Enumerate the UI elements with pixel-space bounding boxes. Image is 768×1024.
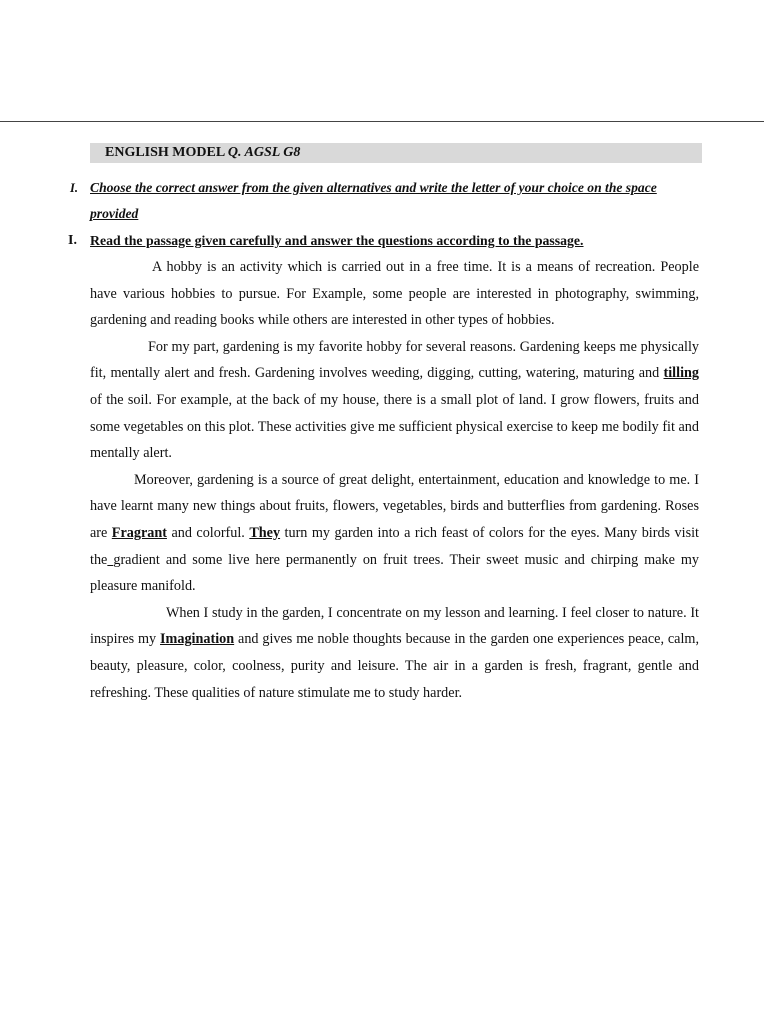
passage-section-number: I.: [68, 233, 77, 248]
exam-title-banner: [90, 143, 702, 163]
paragraph-3-text-a: Moreover, gardening is a source of great delight, entertainment, education and knowledge to me. I have learnt many new things about fruits, flowers, vegetables, birds and butterflies from gardening. Roses are: [90, 471, 699, 541]
reading-passage: [90, 254, 699, 706]
vocab-word-fragrant: Fragrant: [111, 524, 167, 541]
passage-section-heading: [68, 228, 700, 254]
vocab-word-tilling: tilling: [663, 365, 699, 382]
general-instruction: [70, 175, 700, 227]
passage-paragraph-4: [90, 600, 699, 706]
passage-section-title: Read the passage given carefully and answer the questions according to the passage.: [90, 233, 584, 248]
paragraph-3-text-d: gradient and some live here permanently on fruit trees. Their sweet music and chirping make my pleasure manifold.: [90, 551, 700, 595]
passage-paragraph-1: [90, 254, 699, 334]
vocab-word-imagination: Imagination: [160, 631, 235, 648]
paragraph-4-text-b: and gives me noble thoughts because in the garden one experiences peace, calm, beauty, pleasure, color, coolness, purity and leisure. The air in a garden is fresh, fragrant, gentle and refreshing. These qualities of nature stimulate me to study harder.: [90, 631, 699, 701]
paragraph-3-text-b: and colorful.: [166, 524, 250, 541]
passage-paragraph-3: [90, 467, 699, 600]
passage-paragraph-2: [90, 334, 699, 467]
paragraph-3-text-c: turn my garden into a rich feast of colors for the eyes. Many birds visit the: [90, 524, 699, 568]
exam-title-code: Q. AGSL G8: [227, 145, 301, 160]
paragraph-4-text-a: When I study in the garden, I concentrate on my lesson and learning. I feel closer to nature. It inspires my: [90, 604, 699, 648]
page-divider-line: [0, 121, 764, 122]
reference-word-they: They: [249, 524, 281, 541]
exam-title-plain: ENGLISH MODEL: [105, 145, 228, 160]
instruction-text: Choose the correct answer from the given alternatives and write the letter of your choice on the space provided: [90, 180, 657, 221]
paragraph-2-text-b: of the soil. For example, at the back of my house, there is a small plot of land. I grow flowers, fruits and some vegetables on this plot. These activities give me sufficient physical exercise to keep me bodily fit and mentally alert.: [90, 391, 699, 462]
instruction-number: I.: [70, 181, 78, 195]
paragraph-2-text-a: For my part, gardening is my favorite hobby for several reasons. Gardening keeps me physically fit, mentally alert and fresh. Gardening involves weeding, digging, cutting, watering, maturing and: [90, 338, 699, 382]
paragraph-1-text: A hobby is an activity which is carried out in a free time. It is a means of recreation. People have various hobbies to pursue. For Example, some people are interested in photography, swimming, gardening and reading books while others are interested in other types of hobbies.: [90, 259, 699, 329]
